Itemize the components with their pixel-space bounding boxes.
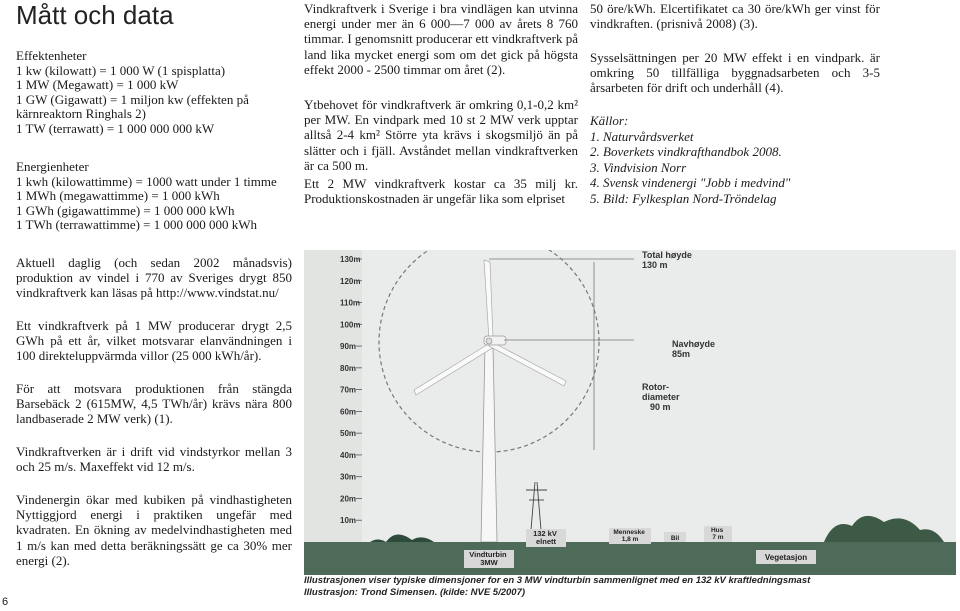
energy-unit-line: 1 MWh (megawattimme) = 1 000 kWh: [16, 188, 220, 204]
paragraph-vindstat: Aktuell daglig (och sedan 2002 månadsvis) produktion av vindel i 770 av Sveriges drygt 850 vindkraftverk kan läsas på http://www.vindstat.nu/: [16, 255, 292, 301]
power-unit-line: 1 kw (kilowatt) = 1 000 W (1 spisplatta): [16, 62, 226, 78]
energy-unit-line: 1 kwh (kilowattimme) = 1000 watt under 1 timme: [16, 173, 277, 189]
power-unit-line: 1 GW (Gigawatt) = 1 miljon kw (effekten på: [16, 91, 249, 107]
paragraph-price: 50 öre/kWh. Elcertifikatet ca 30 öre/kWh ger vinst för vindkraften. (prisnivå 2008) (3).: [590, 1, 880, 32]
vegetation-label: Vegetasjon: [764, 553, 808, 562]
energy-units: [16, 160, 292, 233]
rotor-diameter-label-line: diameter: [642, 392, 680, 402]
rotor-diameter-label-line: Rotor-: [642, 382, 669, 392]
scale-tick-label: 80m: [340, 363, 357, 373]
scale-tick-label: 20m: [340, 494, 357, 504]
turbine-label-value: 3MW: [480, 558, 498, 567]
scale-tick-label: 100m: [340, 320, 361, 330]
energy-units-heading: Energienheter: [16, 159, 89, 174]
car-label: Bil: [670, 535, 680, 542]
power-line-label-line: 132 kV: [533, 529, 557, 538]
scale-tick-label: 50m: [340, 429, 357, 439]
caption-credit: Illustrasjon: Trond Simensen. (kilde: NVE 5/2007): [304, 586, 526, 598]
power-units-heading: Effektenheter: [16, 48, 87, 63]
turbine-diagram-svg: [304, 250, 956, 575]
sources-heading: Källor:: [590, 113, 629, 128]
source-item: 5. Bild: Fylkesplan Nord-Tröndelag: [590, 190, 777, 206]
paragraph-wind-energy: Vindenergin ökar med kubiken på vindhastigheten Nyttiggjord energi i praktiken ungefär med kvadraten. En ökning av medelvindhastigheten med 1 m/s kan med detta beräkningssätt ge ca 30% mer energi (2).: [16, 492, 292, 568]
caption-line: Illustrasjonen viser typiske dimensjoner for en 3 MW vindturbin sammenlignet med en 132 kV kraftledningsmast: [304, 575, 811, 586]
scale-tick-label: 130m: [340, 255, 361, 264]
house-label-line: Hus: [710, 527, 724, 534]
page-title: Mått och data: [16, 0, 174, 30]
turbine-label-line: Vindturbin: [469, 550, 507, 559]
power-line-label-value: elnett: [535, 537, 557, 546]
paragraph-cost: Ett 2 MW vindkraftverk kostar ca 35 milj kr. Produktionskostnaden är ungefär lika som elpriset: [304, 176, 578, 207]
source-item: 1. Naturvårdsverket: [590, 128, 694, 144]
scale-tick-label: 30m: [340, 472, 357, 482]
rotor-diameter-value: 90 m: [650, 402, 671, 412]
paragraph-hours: Vindkraftverk i Sverige i bra vindlägen kan utvinna energi under mer än 6 000—7 000 av årets 8 760 timmar. I genomsnitt producerar ett vindkraftverk på land lika mycket energi som om det gick på högsta effekt 2000 - 2500 timmar om året (2).: [304, 1, 578, 77]
total-height-value: 130 m: [642, 260, 668, 270]
source-item: 4. Svensk vindenergi "Jobb i medvind": [590, 175, 791, 191]
scale-tick-label: 120m: [340, 276, 361, 286]
scale-tick-label: 110m: [340, 298, 361, 308]
wind-turbine-illustration: [304, 250, 956, 575]
hub: [486, 338, 492, 344]
scale-tick-label: 40m: [340, 450, 357, 460]
scale-tick-label: 90m: [340, 342, 357, 352]
hub-height-value: 85m: [672, 349, 691, 359]
illustration-caption: [304, 575, 956, 598]
scale-tick-label: 60m: [340, 407, 357, 417]
total-height-label-line: Total høyde: [642, 250, 692, 260]
energy-unit-line: 1 TWh (terrawattimme) = 1 000 000 000 kWh: [16, 217, 258, 233]
scale-tick-label: 70m: [340, 385, 357, 395]
source-item: 2. Boverkets vindkrafthandbok 2008.: [590, 144, 782, 160]
power-line-label: [533, 529, 559, 546]
scale-tick-label: 10m: [340, 516, 357, 526]
paragraph-wind-range: Vindkraftverken är i drift vid vindstyrkor mellan 3 och 25 m/s. Maxeffekt vid 12 m/s.: [16, 444, 292, 475]
sources-list: [590, 113, 880, 207]
person-label-value: 1,8 m: [621, 536, 639, 543]
house-label: [711, 527, 725, 541]
paragraph-area: Ytbehovet för vindkraftverk är omkring 0,1-0,2 km² per MW. En vindpark med 10 st 2 MW verk upptar alltså 2-4 km² Större yta krävs i skogsmiljö än på slätter och i fjäll. Avståndet mellan vindkraftverken är ca 500 m.: [304, 97, 578, 173]
power-unit-line: kärnreaktorn Ringhals 2): [16, 106, 146, 122]
house-label-value: 7 m: [712, 534, 724, 541]
person-label-line: Menneske: [613, 529, 645, 536]
paragraph-barseback: För att motsvara produktionen från stängda Barsebäck 2 (615MW, 4,5 TWh/år) krävs nära 800 landbaserade 2 MW verk) (1).: [16, 381, 292, 427]
power-unit-line: 1 TW (terrawatt) = 1 000 000 000 kW: [16, 120, 215, 136]
source-item: 3. Vindvision Norr: [590, 159, 687, 175]
power-unit-line: 1 MW (Megawatt) = 1 000 kW: [16, 77, 179, 93]
page-number: 6: [2, 596, 9, 608]
paragraph-1mw: Ett vindkraftverk på 1 MW producerar drygt 2,5 GWh på ett år, vilket motsvarar elanvändningen i 100 direkteluppvärmda villor (25 000 kWh/år).: [16, 318, 292, 364]
power-units: [16, 49, 292, 137]
energy-unit-line: 1 GWh (gigawattimme) = 1 000 000 kWh: [16, 202, 235, 218]
hub-height-label-line: Navhøyde: [672, 339, 716, 349]
paragraph-jobs: Sysselsättningen per 20 MW effekt i en vindpark. är omkring 50 tillfälliga byggnadsarbeten och 3-5 årsarbeten för drift och underhåll (4).: [590, 50, 880, 96]
ground-strip: [304, 542, 956, 575]
